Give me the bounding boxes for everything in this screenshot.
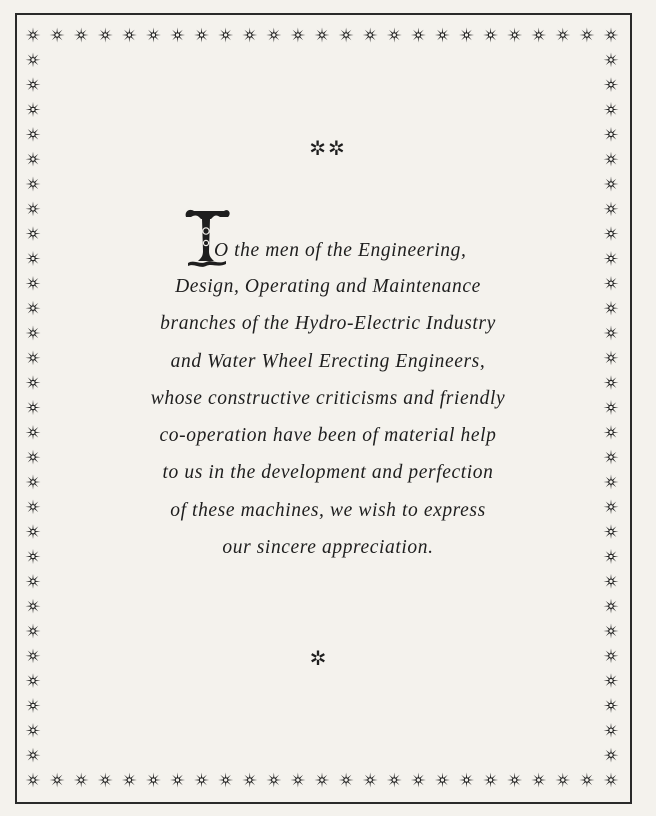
asterisk-star-icon [26, 475, 41, 490]
dedication-line: to us in the development and perfection [162, 462, 494, 484]
asterisk-star-icon [604, 524, 619, 539]
asterisk-star-icon [604, 77, 619, 92]
asterisk-star-icon [604, 624, 619, 639]
asterisk-star-icon [604, 301, 619, 316]
bottom-ornament-icon: ✲ [309, 646, 327, 670]
asterisk-star-icon [459, 773, 474, 788]
asterisk-star-icon [604, 475, 619, 490]
asterisk-star-icon [507, 28, 522, 43]
asterisk-star-icon [604, 599, 619, 614]
asterisk-star-icon [531, 773, 546, 788]
asterisk-star-icon [242, 773, 257, 788]
top-ornament-icon: ✲✲ [309, 136, 347, 160]
asterisk-star-icon [315, 773, 330, 788]
asterisk-star-icon [315, 28, 330, 43]
asterisk-star-icon [604, 177, 619, 192]
asterisk-star-icon [26, 624, 41, 639]
asterisk-star-icon [604, 425, 619, 440]
asterisk-star-icon [26, 301, 41, 316]
asterisk-star-icon [339, 28, 354, 43]
asterisk-star-icon [555, 773, 570, 788]
asterisk-star-icon [26, 28, 41, 43]
asterisk-star-icon [266, 773, 281, 788]
asterisk-star-icon [50, 28, 65, 43]
asterisk-star-icon [435, 28, 450, 43]
asterisk-star-icon [194, 773, 209, 788]
dedication-line: of these machines, we wish to express [170, 499, 486, 521]
asterisk-star-icon [604, 226, 619, 241]
asterisk-star-icon [218, 28, 233, 43]
asterisk-star-icon [339, 773, 354, 788]
asterisk-star-icon [26, 152, 41, 167]
asterisk-star-icon [604, 499, 619, 514]
asterisk-star-icon [26, 77, 41, 92]
asterisk-star-icon [146, 28, 161, 43]
asterisk-star-icon [26, 251, 41, 266]
asterisk-star-icon [98, 773, 113, 788]
dedication-first-line: O the men of the Engineering, [214, 240, 467, 261]
asterisk-star-icon [50, 773, 65, 788]
asterisk-star-icon [26, 102, 41, 117]
asterisk-star-icon [26, 698, 41, 713]
asterisk-star-icon [26, 52, 41, 67]
dedication-line: and Water Wheel Erecting Engineers, [170, 350, 486, 372]
asterisk-star-icon [26, 375, 41, 390]
asterisk-star-icon [122, 773, 137, 788]
asterisk-star-icon [363, 28, 378, 43]
asterisk-star-icon [604, 152, 619, 167]
asterisk-star-icon [98, 28, 113, 43]
asterisk-star-icon [26, 723, 41, 738]
dedication-line: Design, Operating and Maintenance [175, 276, 481, 297]
asterisk-star-icon [170, 773, 185, 788]
asterisk-star-icon [26, 177, 41, 192]
asterisk-star-icon [290, 773, 305, 788]
asterisk-star-icon [26, 549, 41, 564]
dedication-line: our sincere appreciation. [222, 537, 434, 559]
asterisk-star-icon [483, 28, 498, 43]
asterisk-star-icon [74, 28, 89, 43]
dedication-line: whose constructive criticisms and friendly [150, 387, 506, 409]
asterisk-star-icon [26, 648, 41, 663]
asterisk-star-icon [26, 599, 41, 614]
asterisk-star-icon [290, 28, 305, 43]
asterisk-star-icon [483, 773, 498, 788]
asterisk-star-icon [604, 773, 619, 788]
asterisk-star-icon [74, 773, 89, 788]
asterisk-star-icon [604, 127, 619, 142]
asterisk-star-icon [604, 350, 619, 365]
asterisk-star-icon [218, 773, 233, 788]
asterisk-star-icon [363, 773, 378, 788]
asterisk-star-icon [26, 748, 41, 763]
asterisk-star-icon [604, 400, 619, 415]
asterisk-star-icon [604, 52, 619, 67]
asterisk-star-icon [26, 201, 41, 216]
dedication-line: branches of the Hydro-Electric Industry [160, 313, 496, 335]
asterisk-star-icon [604, 102, 619, 117]
asterisk-star-icon [411, 28, 426, 43]
asterisk-star-icon [26, 276, 41, 291]
asterisk-star-icon [604, 375, 619, 390]
asterisk-star-icon [579, 773, 594, 788]
asterisk-star-icon [604, 723, 619, 738]
asterisk-star-icon [411, 773, 426, 788]
asterisk-star-icon [604, 251, 619, 266]
dedication-text [110, 268, 546, 566]
asterisk-star-icon [194, 28, 209, 43]
asterisk-star-icon [604, 748, 619, 763]
asterisk-star-icon [604, 28, 619, 43]
asterisk-star-icon [604, 673, 619, 688]
asterisk-star-icon [26, 127, 41, 142]
asterisk-star-icon [26, 226, 41, 241]
asterisk-star-icon [604, 201, 619, 216]
asterisk-star-icon [604, 549, 619, 564]
asterisk-star-icon [26, 450, 41, 465]
asterisk-star-icon [531, 28, 546, 43]
asterisk-star-icon [26, 499, 41, 514]
asterisk-star-icon [26, 524, 41, 539]
asterisk-star-icon [122, 28, 137, 43]
asterisk-star-icon [604, 326, 619, 341]
dedication-line: co-operation have been of material help [159, 425, 497, 447]
asterisk-star-icon [435, 773, 450, 788]
asterisk-star-icon [387, 773, 402, 788]
asterisk-star-icon [604, 276, 619, 291]
asterisk-star-icon [26, 773, 41, 788]
asterisk-star-icon [387, 28, 402, 43]
asterisk-star-icon [26, 425, 41, 440]
asterisk-star-icon [26, 350, 41, 365]
asterisk-star-icon [604, 648, 619, 663]
asterisk-star-icon [170, 28, 185, 43]
asterisk-star-icon [579, 28, 594, 43]
asterisk-star-icon [266, 28, 281, 43]
asterisk-star-icon [146, 773, 161, 788]
asterisk-star-icon [604, 450, 619, 465]
asterisk-star-icon [604, 574, 619, 589]
asterisk-star-icon [507, 773, 522, 788]
asterisk-star-icon [26, 673, 41, 688]
asterisk-star-icon [604, 698, 619, 713]
asterisk-star-icon [26, 400, 41, 415]
asterisk-star-icon [555, 28, 570, 43]
asterisk-star-icon [242, 28, 257, 43]
asterisk-star-icon [459, 28, 474, 43]
asterisk-star-icon [26, 326, 41, 341]
asterisk-star-icon [26, 574, 41, 589]
